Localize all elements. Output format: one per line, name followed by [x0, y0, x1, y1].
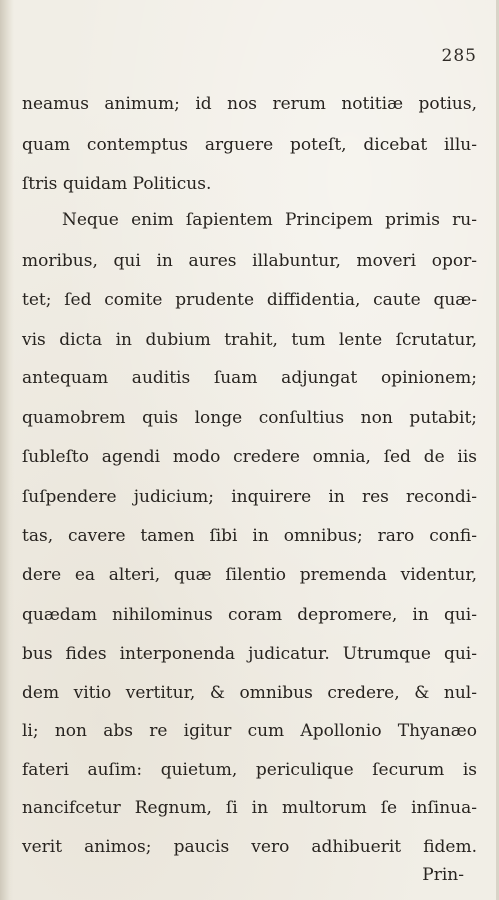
text-line: neamus animum; id nos rerum notitiæ potius, — [22, 94, 477, 114]
text-line: verit animos; paucis vero adhibuerit fidem. — [22, 837, 477, 857]
text-line: ſubleſto agendi modo credere omnia, ſed de iis — [22, 447, 477, 467]
text-line: dem vitio vertitur, & omnibus credere, & nul- — [22, 683, 477, 703]
catchword: Prin- — [422, 865, 464, 885]
text-line: nancifcetur Regnum, ſi in multorum ſe inſinua- — [22, 798, 477, 818]
text-line: ſuſpendere judicium; inquirere in res recondi- — [22, 487, 477, 507]
text-line: bus fides interponenda judicatur. Utrumque qui- — [22, 644, 477, 664]
text-line: ſtris quidam Politicus. — [22, 174, 212, 194]
text-line: antequam auditis ſuam adjungat opinionem; — [22, 368, 477, 388]
text-line: quam contemptus arguere poteſt, dicebat illu- — [22, 135, 477, 155]
text-line: quædam nihilominus coram depromere, in qui- — [22, 605, 477, 625]
text-line: dere ea alteri, quæ ſilentio premenda videntur, — [22, 565, 477, 585]
text-line: Neque enim ſapientem Principem primis ru- — [62, 210, 477, 230]
text-line: li; non abs re igitur cum Apollonio Thyanæo — [22, 721, 477, 741]
text-line: quamobrem quis longe conſultius non putabit; — [22, 408, 477, 428]
text-line: moribus, qui in aures illabuntur, moveri opor- — [22, 251, 477, 271]
text-line: fateri auſim: quietum, periculique ſecurum is — [22, 760, 477, 780]
text-line: tas, cavere tamen ſibi in omnibus; raro confi- — [22, 526, 477, 546]
page-number: 285 — [441, 46, 477, 66]
page-gutter — [0, 0, 14, 900]
text-line: tet; ſed comite prudente diffidentia, caute quæ- — [22, 290, 477, 310]
text-line: vis dicta in dubium trahit, tum lente ſcrutatur, — [22, 330, 477, 350]
